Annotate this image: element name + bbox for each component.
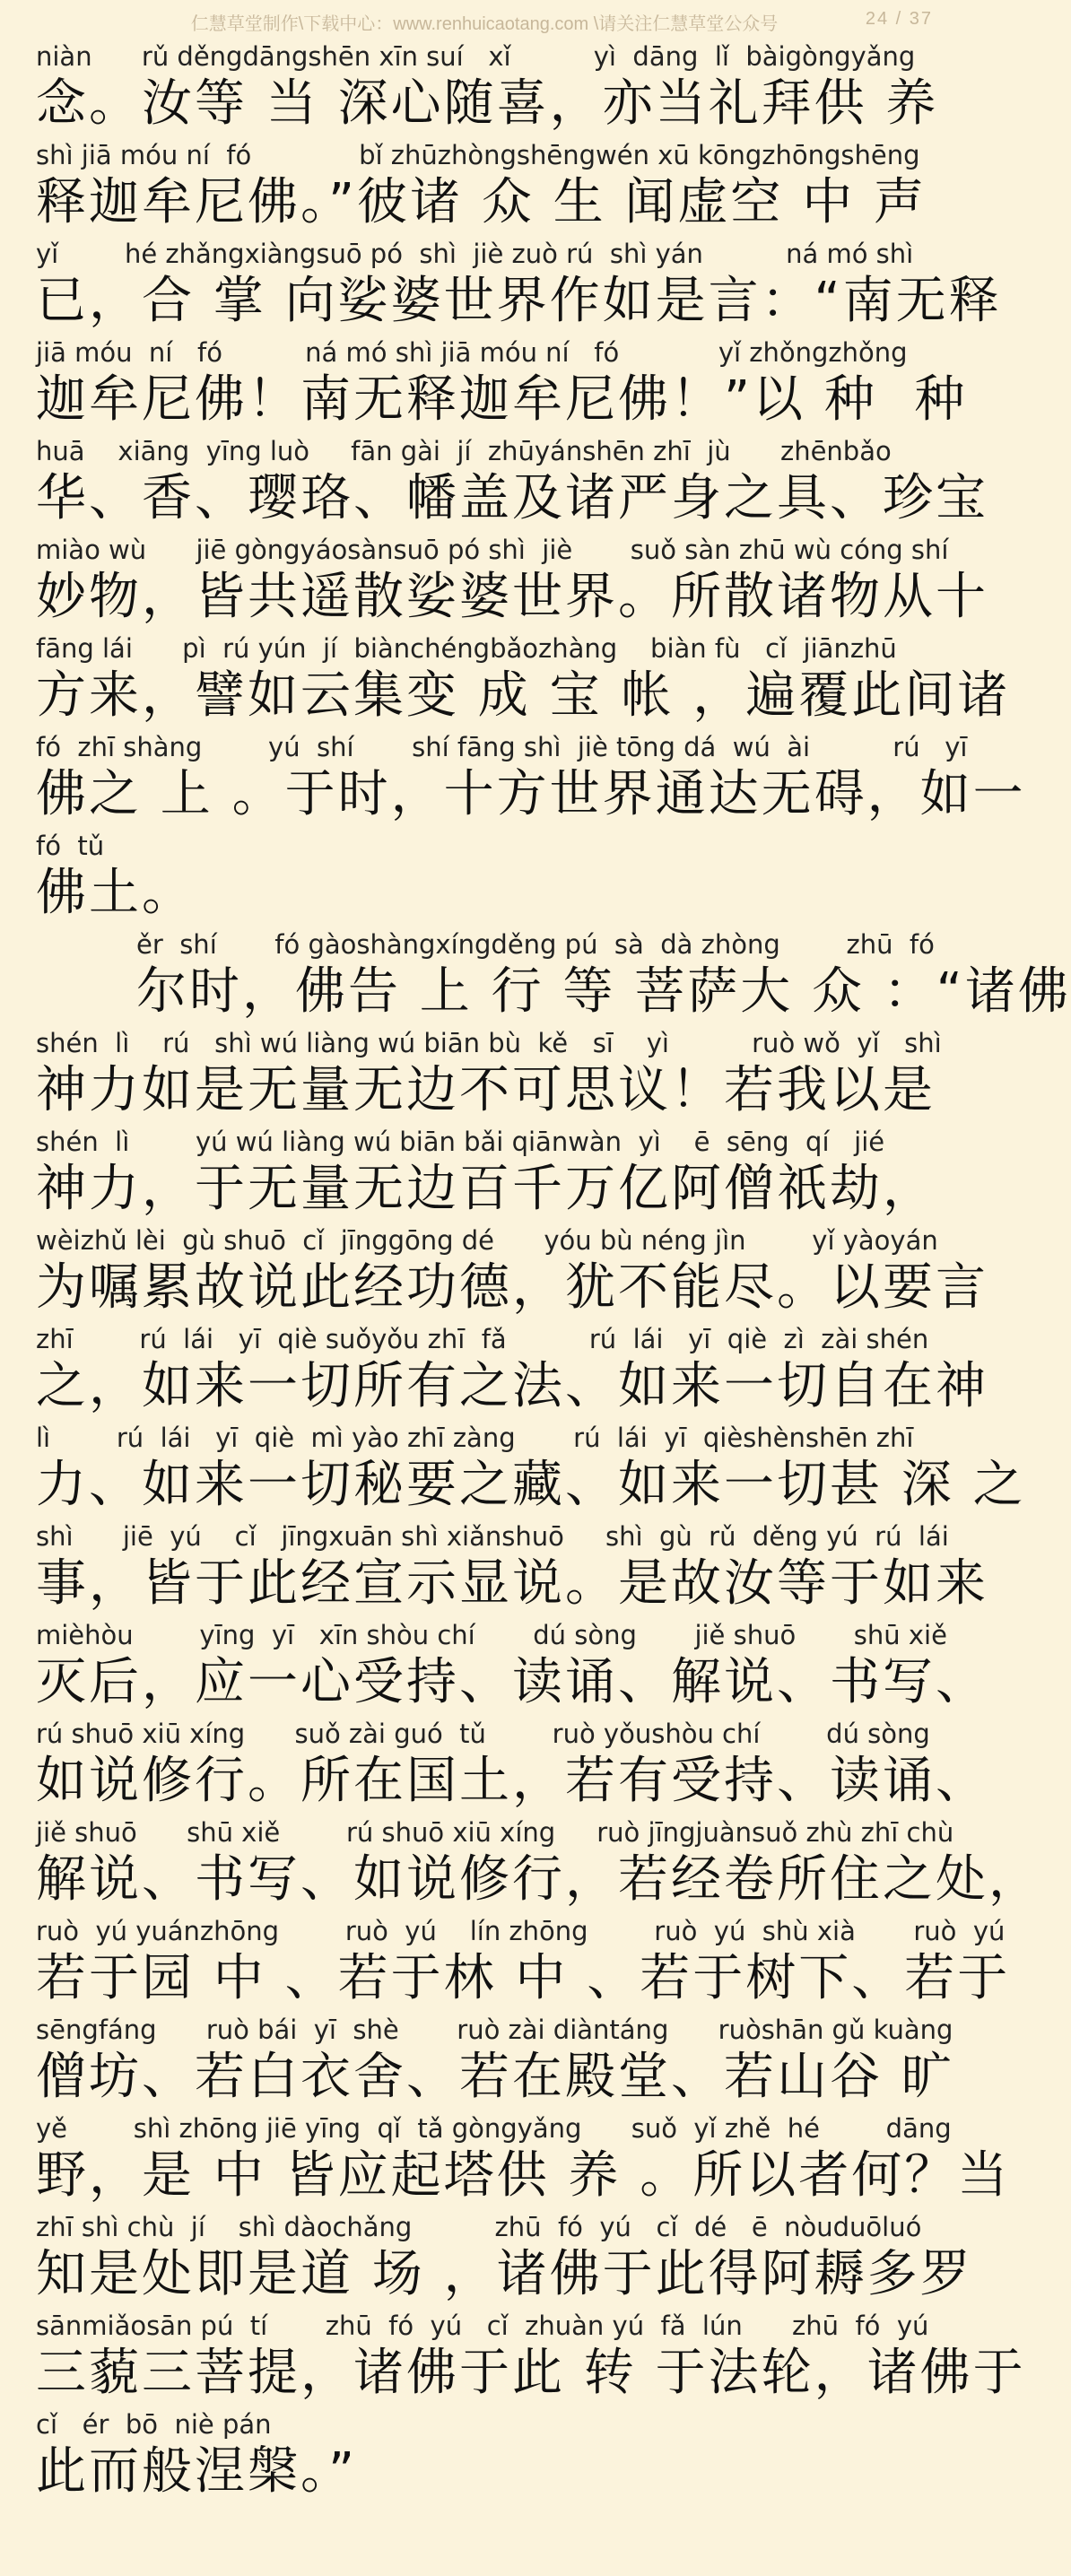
hanzi-line: 野，是 中 皆应起塔供 养 。所以者何？当 xyxy=(36,2146,1011,2205)
hanzi-line: 释迦牟尼佛。”彼诸 众 生 闻虚空 中 声 xyxy=(36,173,927,231)
header-title: 仁慧草堂制作\下载中心：www.renhuicaotang.com \请关注仁慧草堂公众号 xyxy=(190,14,779,34)
pinyin-line: yě shì zhōng jiē yīng qǐ tǎ gòngyǎng suǒ yǐ zhě hé dāng xyxy=(36,2113,952,2144)
hanzi-line: 三藐三菩提，诸佛于此 转 于法轮，诸佛于 xyxy=(36,2344,1026,2402)
text-line xyxy=(36,2404,942,2502)
hanzi-line: 解说、书写、如说修行，若经卷所住之处， xyxy=(36,1850,1041,1909)
text-line xyxy=(36,1220,988,1318)
hanzi-line: 此而般涅槃。” xyxy=(36,2442,358,2501)
hanzi-line: 佛之 上 。于时，十方世界通达无碍，如一 xyxy=(36,765,1026,823)
pinyin-line: jiā móu ní fó ná mó shì jiā móu ní fó yǐ zhǒngzhǒng xyxy=(36,337,908,368)
text-line xyxy=(36,1516,988,1614)
hanzi-line: 神力，于无量无边百千万亿阿僧祇劫， xyxy=(36,1160,936,1218)
hanzi-line: 迦牟尼佛！南无释迦牟尼佛！”以 种 种 xyxy=(36,370,968,429)
pinyin-line: niàn rǔ děngdāngshēn xīn suí xǐ yì dāng lǐ bàigòngyǎng xyxy=(36,41,916,72)
text-line xyxy=(36,1910,1011,2009)
pinyin-line: shì jiā móu ní fó bǐ zhūzhòngshēngwén xū kōngzhōngshēng xyxy=(36,140,920,170)
hanzi-line: 妙物，皆共遥散娑婆世界。所散诸物从十 xyxy=(36,568,988,626)
text-line xyxy=(36,233,1002,332)
hanzi-line: 灭后，应一心受持、读诵、解说、书写、 xyxy=(36,1653,988,1711)
text-line xyxy=(36,431,988,529)
text-line xyxy=(36,1121,942,1220)
text-line xyxy=(36,135,942,233)
pinyin-line: zhī shì chù jí shì dàochǎng zhū fó yú cǐ dé ē nòuduōluó xyxy=(36,2212,922,2242)
text-line xyxy=(36,727,1026,825)
hanzi-line: 如说修行。所在国土，若有受持、读诵、 xyxy=(36,1752,988,1810)
pinyin-line: wèizhǔ lèi gù shuō cǐ jīnggōng dé yóu bù néng jìn yǐ yàoyán xyxy=(36,1225,938,1256)
text-line xyxy=(36,1023,942,1121)
pinyin-line: yǐ hé zhǎngxiàngsuō pó shì jiè zuò rú shì yán ná mó shì xyxy=(36,239,914,269)
hanzi-line: 神力如是无量无边不可思议！若我以是 xyxy=(36,1061,936,1119)
text-line xyxy=(36,2009,954,2108)
hanzi-line: 方来，譬如云集变 成 宝 帐 ，遍覆此间诸 xyxy=(36,666,1011,725)
text-line xyxy=(36,36,942,135)
text-line xyxy=(36,924,1071,1023)
pinyin-line: jiě shuō shū xiě rú shuō xiū xíng ruò jīngjuànsuǒ zhù zhī chù xyxy=(36,1817,954,1848)
pinyin-line: shén lì rú shì wú liàng wú biān bù kě sī yì ruò wǒ yǐ shì xyxy=(36,1028,942,1058)
pinyin-line: fāng lái pì rú yún jí biànchéngbǎozhàng biàn fù cǐ jiānzhū xyxy=(36,633,897,664)
pinyin-line: miào wù jiē gòngyáosànsuō pó shì jiè suǒ sàn zhū wù cóng shí xyxy=(36,535,949,565)
pinyin-line: cǐ ér bō niè pán xyxy=(36,2409,272,2440)
text-line xyxy=(36,1318,988,1417)
pinyin-line: lì rú lái yī qiè mì yào zhī zàng rú lái yī qièshènshēn zhī xyxy=(36,1423,914,1453)
hanzi-line: 若于园 中 、若于林 中 、若于树下、若于 xyxy=(36,1949,1011,2007)
pinyin-line: ruò yú yuánzhōng ruò yú lín zhōng ruò yú shù xià ruò yú xyxy=(36,1916,1006,1946)
hanzi-line: 念。汝等 当 深心随喜，亦当礼拜供 养 xyxy=(36,74,939,133)
pinyin-line: fó tǔ xyxy=(36,831,105,861)
pinyin-line: sānmiǎosān pú tí zhū fó yú cǐ zhuàn yú fǎ lún zhū fó yú xyxy=(36,2311,929,2341)
hanzi-line: 事，皆于此经宣示显说。是故汝等于如来 xyxy=(36,1554,988,1613)
text-line xyxy=(36,2206,973,2305)
text-line xyxy=(36,825,942,924)
text-line xyxy=(36,1417,1026,1516)
text-line xyxy=(36,332,968,431)
pinyin-line: rú shuō xiū xíng suǒ zài guó tǔ ruò yǒushòu chí dú sòng xyxy=(36,1719,930,1749)
pinyin-line: shén lì yú wú liàng wú biān bǎi qiānwàn yì ē sēng qí jié xyxy=(36,1127,885,1157)
pinyin-line: fó zhī shàng yú shí shí fāng shì jiè tōng dá wú ài rú yī xyxy=(36,732,968,762)
hanzi-line: 尔时，佛告 上 行 等 菩萨大 众 ：“诸佛 xyxy=(136,962,1071,1021)
text-line xyxy=(36,1812,1041,1910)
hanzi-line: 僧坊、若白衣舍、若在殿堂、若山谷 旷 xyxy=(36,2048,954,2106)
text-line xyxy=(36,2305,1026,2404)
sutra-text xyxy=(36,36,1071,2502)
text-line xyxy=(36,529,988,628)
text-line xyxy=(36,1713,988,1812)
pinyin-line: shì jiē yú cǐ jīngxuān shì xiǎnshuō shì gù rǔ děng yú rú lái xyxy=(36,1521,949,1552)
hanzi-line: 力、如来一切秘要之藏、如来一切甚 深 之 xyxy=(36,1456,1026,1514)
hanzi-line: 为嘱累故说此经功德，犹不能尽。以要言 xyxy=(36,1258,988,1317)
text-line xyxy=(36,1614,988,1713)
text-line xyxy=(36,2108,1011,2206)
hanzi-line: 知是处即是道 场 ，诸佛于此得阿耨多罗 xyxy=(36,2245,973,2303)
pinyin-line: zhī rú lái yī qiè suǒyǒu zhī fǎ rú lái yī qiè zì zài shén xyxy=(36,1324,929,1354)
hanzi-line: 之，如来一切所有之法、如来一切自在神 xyxy=(36,1357,988,1415)
pinyin-line: mièhòu yīng yī xīn shòu chí dú sòng jiě shuō shū xiě xyxy=(36,1620,947,1650)
pinyin-line: ěr shí fó gàoshàngxíngděng pú sà dà zhòng zhū fó xyxy=(136,929,935,960)
hanzi-line: 已，合 掌 向娑婆世界作如是言：“南无释 xyxy=(36,272,1002,330)
hanzi-line: 华、香、璎珞、幡盖及诸严身之具、珍宝 xyxy=(36,469,988,527)
hanzi-line: 佛土。 xyxy=(36,864,195,922)
text-line xyxy=(36,628,1011,727)
pinyin-line: huā xiāng yīng luò fān gài jí zhūyánshēn zhī jù zhēnbǎo xyxy=(36,436,892,466)
page-number: 24 / 37 xyxy=(865,9,933,29)
pinyin-line: sēngfáng ruò bái yī shè ruò zài diàntáng ruòshān gǔ kuàng xyxy=(36,2015,953,2045)
